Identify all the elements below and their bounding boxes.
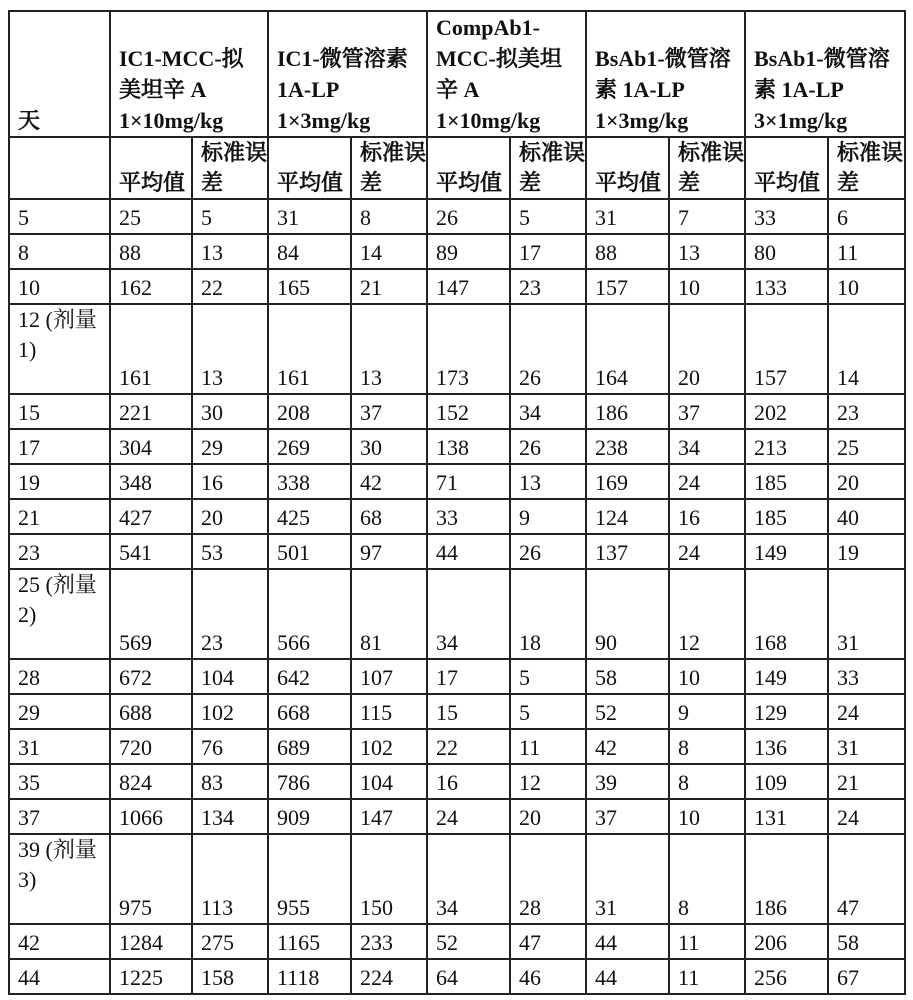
sem-header: 标准误差 xyxy=(192,137,268,199)
sem-cell: 9 xyxy=(669,694,745,729)
sem-cell: 158 xyxy=(192,959,268,994)
group-header: IC1-微管溶素 1A-LP 1×3mg/kg xyxy=(268,11,427,137)
sem-cell: 7 xyxy=(669,199,745,234)
group-header: CompAb1-MCC-拟美坦辛 A 1×10mg/kg xyxy=(427,11,586,137)
table-row xyxy=(9,569,905,659)
table-row xyxy=(9,659,905,694)
mean-cell: 541 xyxy=(110,534,192,569)
mean-cell: 689 xyxy=(268,729,351,764)
mean-cell: 169 xyxy=(586,464,669,499)
sem-cell: 134 xyxy=(192,799,268,834)
mean-cell: 165 xyxy=(268,269,351,304)
sem-cell: 8 xyxy=(669,834,745,924)
sem-header: 标准误差 xyxy=(828,137,905,199)
sem-cell: 11 xyxy=(669,924,745,959)
table-row xyxy=(9,729,905,764)
mean-cell: 186 xyxy=(586,394,669,429)
mean-cell: 955 xyxy=(268,834,351,924)
sem-cell: 58 xyxy=(828,924,905,959)
sem-cell: 83 xyxy=(192,764,268,799)
sem-cell: 37 xyxy=(351,394,427,429)
mean-cell: 909 xyxy=(268,799,351,834)
day-cell: 35 xyxy=(9,764,110,799)
sem-cell: 33 xyxy=(828,659,905,694)
mean-cell: 642 xyxy=(268,659,351,694)
sem-cell: 21 xyxy=(351,269,427,304)
sem-cell: 24 xyxy=(669,534,745,569)
table-row xyxy=(9,799,905,834)
day-cell: 37 xyxy=(9,799,110,834)
mean-cell: 58 xyxy=(586,659,669,694)
mean-cell: 1118 xyxy=(268,959,351,994)
sem-cell: 16 xyxy=(669,499,745,534)
sem-cell: 13 xyxy=(192,304,268,394)
mean-cell: 566 xyxy=(268,569,351,659)
mean-header: 平均值 xyxy=(268,137,351,199)
sem-cell: 13 xyxy=(510,464,586,499)
mean-cell: 124 xyxy=(586,499,669,534)
sem-cell: 40 xyxy=(828,499,905,534)
mean-cell: 52 xyxy=(586,694,669,729)
sem-cell: 11 xyxy=(510,729,586,764)
empty-cell xyxy=(9,137,110,199)
sem-cell: 107 xyxy=(351,659,427,694)
sem-cell: 8 xyxy=(669,764,745,799)
mean-cell: 15 xyxy=(427,694,510,729)
mean-cell: 147 xyxy=(427,269,510,304)
sem-cell: 16 xyxy=(192,464,268,499)
sem-cell: 9 xyxy=(510,499,586,534)
mean-cell: 31 xyxy=(586,199,669,234)
day-cell: 19 xyxy=(9,464,110,499)
table-row xyxy=(9,499,905,534)
sem-cell: 14 xyxy=(828,304,905,394)
sem-cell: 13 xyxy=(351,304,427,394)
sem-cell: 10 xyxy=(669,659,745,694)
mean-cell: 208 xyxy=(268,394,351,429)
sem-cell: 47 xyxy=(828,834,905,924)
mean-cell: 44 xyxy=(427,534,510,569)
sem-cell: 113 xyxy=(192,834,268,924)
mean-cell: 501 xyxy=(268,534,351,569)
sem-cell: 76 xyxy=(192,729,268,764)
mean-cell: 668 xyxy=(268,694,351,729)
mean-cell: 42 xyxy=(586,729,669,764)
table-row xyxy=(9,834,905,924)
mean-cell: 149 xyxy=(745,659,828,694)
sem-cell: 29 xyxy=(192,429,268,464)
table-row xyxy=(9,959,905,994)
mean-cell: 1066 xyxy=(110,799,192,834)
day-cell: 44 xyxy=(9,959,110,994)
mean-cell: 206 xyxy=(745,924,828,959)
sem-cell: 21 xyxy=(828,764,905,799)
sem-cell: 104 xyxy=(351,764,427,799)
mean-cell: 136 xyxy=(745,729,828,764)
sem-cell: 20 xyxy=(192,499,268,534)
sem-cell: 81 xyxy=(351,569,427,659)
day-cell: 25 (剂量2) xyxy=(9,569,110,659)
group-header: BsAb1-微管溶素 1A-LP 1×3mg/kg xyxy=(586,11,745,137)
mean-cell: 24 xyxy=(427,799,510,834)
table-row xyxy=(9,429,905,464)
mean-cell: 213 xyxy=(745,429,828,464)
sem-cell: 67 xyxy=(828,959,905,994)
mean-cell: 824 xyxy=(110,764,192,799)
sem-cell: 104 xyxy=(192,659,268,694)
sem-header: 标准误差 xyxy=(669,137,745,199)
sem-cell: 46 xyxy=(510,959,586,994)
table-row xyxy=(9,304,905,394)
mean-cell: 22 xyxy=(427,729,510,764)
sem-cell: 97 xyxy=(351,534,427,569)
sem-cell: 20 xyxy=(828,464,905,499)
day-cell: 31 xyxy=(9,729,110,764)
mean-cell: 672 xyxy=(110,659,192,694)
mean-cell: 88 xyxy=(110,234,192,269)
mean-cell: 137 xyxy=(586,534,669,569)
sem-cell: 26 xyxy=(510,534,586,569)
sem-cell: 31 xyxy=(828,729,905,764)
mean-cell: 129 xyxy=(745,694,828,729)
day-cell: 23 xyxy=(9,534,110,569)
mean-cell: 88 xyxy=(586,234,669,269)
group-header: BsAb1-微管溶素 1A-LP 3×1mg/kg xyxy=(745,11,905,137)
mean-cell: 34 xyxy=(427,834,510,924)
table-row xyxy=(9,199,905,234)
mean-cell: 168 xyxy=(745,569,828,659)
mean-cell: 26 xyxy=(427,199,510,234)
mean-cell: 186 xyxy=(745,834,828,924)
mean-cell: 39 xyxy=(586,764,669,799)
sem-cell: 10 xyxy=(828,269,905,304)
mean-cell: 34 xyxy=(427,569,510,659)
sem-cell: 14 xyxy=(351,234,427,269)
day-cell: 28 xyxy=(9,659,110,694)
sem-cell: 24 xyxy=(669,464,745,499)
sem-cell: 147 xyxy=(351,799,427,834)
mean-cell: 425 xyxy=(268,499,351,534)
mean-cell: 164 xyxy=(586,304,669,394)
mean-cell: 185 xyxy=(745,499,828,534)
sem-cell: 20 xyxy=(669,304,745,394)
mean-header: 平均值 xyxy=(586,137,669,199)
data-table xyxy=(8,10,906,995)
day-cell: 29 xyxy=(9,694,110,729)
sem-cell: 68 xyxy=(351,499,427,534)
mean-cell: 17 xyxy=(427,659,510,694)
mean-cell: 975 xyxy=(110,834,192,924)
mean-header: 平均值 xyxy=(427,137,510,199)
sem-cell: 23 xyxy=(510,269,586,304)
mean-cell: 33 xyxy=(427,499,510,534)
day-cell: 42 xyxy=(9,924,110,959)
sem-cell: 11 xyxy=(669,959,745,994)
day-cell: 10 xyxy=(9,269,110,304)
mean-cell: 44 xyxy=(586,959,669,994)
sem-cell: 12 xyxy=(510,764,586,799)
sem-cell: 28 xyxy=(510,834,586,924)
mean-header: 平均值 xyxy=(745,137,828,199)
mean-cell: 221 xyxy=(110,394,192,429)
sem-cell: 37 xyxy=(669,394,745,429)
mean-cell: 31 xyxy=(268,199,351,234)
mean-cell: 31 xyxy=(586,834,669,924)
day-cell: 39 (剂量3) xyxy=(9,834,110,924)
sem-cell: 12 xyxy=(669,569,745,659)
sem-cell: 102 xyxy=(192,694,268,729)
header-row xyxy=(9,11,905,137)
mean-cell: 1165 xyxy=(268,924,351,959)
table-row xyxy=(9,234,905,269)
mean-cell: 131 xyxy=(745,799,828,834)
mean-cell: 133 xyxy=(745,269,828,304)
sem-cell: 13 xyxy=(192,234,268,269)
mean-cell: 1225 xyxy=(110,959,192,994)
mean-cell: 138 xyxy=(427,429,510,464)
sem-cell: 5 xyxy=(510,659,586,694)
sem-cell: 8 xyxy=(351,199,427,234)
sem-cell: 19 xyxy=(828,534,905,569)
mean-cell: 109 xyxy=(745,764,828,799)
sem-cell: 47 xyxy=(510,924,586,959)
mean-cell: 152 xyxy=(427,394,510,429)
mean-cell: 304 xyxy=(110,429,192,464)
mean-cell: 84 xyxy=(268,234,351,269)
mean-cell: 269 xyxy=(268,429,351,464)
sem-cell: 10 xyxy=(669,799,745,834)
sem-cell: 25 xyxy=(828,429,905,464)
mean-header: 平均值 xyxy=(110,137,192,199)
sem-cell: 11 xyxy=(828,234,905,269)
day-cell: 8 xyxy=(9,234,110,269)
mean-cell: 162 xyxy=(110,269,192,304)
mean-cell: 25 xyxy=(110,199,192,234)
sem-cell: 13 xyxy=(669,234,745,269)
day-cell: 5 xyxy=(9,199,110,234)
day-header: 天 xyxy=(9,11,110,137)
mean-cell: 157 xyxy=(745,304,828,394)
table-row xyxy=(9,394,905,429)
table-row xyxy=(9,764,905,799)
mean-cell: 1284 xyxy=(110,924,192,959)
day-cell: 15 xyxy=(9,394,110,429)
mean-cell: 44 xyxy=(586,924,669,959)
mean-cell: 37 xyxy=(586,799,669,834)
sem-cell: 34 xyxy=(669,429,745,464)
sem-cell: 224 xyxy=(351,959,427,994)
sem-cell: 5 xyxy=(510,694,586,729)
sem-cell: 26 xyxy=(510,304,586,394)
sem-cell: 5 xyxy=(510,199,586,234)
mean-cell: 157 xyxy=(586,269,669,304)
subheader-row xyxy=(9,137,905,199)
mean-cell: 688 xyxy=(110,694,192,729)
sem-cell: 31 xyxy=(828,569,905,659)
sem-cell: 23 xyxy=(192,569,268,659)
day-cell: 21 xyxy=(9,499,110,534)
sem-cell: 23 xyxy=(828,394,905,429)
sem-cell: 275 xyxy=(192,924,268,959)
mean-cell: 427 xyxy=(110,499,192,534)
mean-cell: 89 xyxy=(427,234,510,269)
table-row xyxy=(9,924,905,959)
mean-cell: 149 xyxy=(745,534,828,569)
sem-cell: 8 xyxy=(669,729,745,764)
mean-cell: 173 xyxy=(427,304,510,394)
mean-cell: 161 xyxy=(110,304,192,394)
sem-header: 标准误差 xyxy=(510,137,586,199)
sem-cell: 102 xyxy=(351,729,427,764)
day-cell: 12 (剂量1) xyxy=(9,304,110,394)
mean-cell: 33 xyxy=(745,199,828,234)
mean-cell: 80 xyxy=(745,234,828,269)
sem-cell: 34 xyxy=(510,394,586,429)
table-row xyxy=(9,694,905,729)
mean-cell: 161 xyxy=(268,304,351,394)
table-row xyxy=(9,534,905,569)
mean-cell: 64 xyxy=(427,959,510,994)
sem-cell: 30 xyxy=(351,429,427,464)
sem-cell: 26 xyxy=(510,429,586,464)
mean-cell: 185 xyxy=(745,464,828,499)
mean-cell: 348 xyxy=(110,464,192,499)
mean-cell: 256 xyxy=(745,959,828,994)
sem-cell: 42 xyxy=(351,464,427,499)
mean-cell: 238 xyxy=(586,429,669,464)
mean-cell: 16 xyxy=(427,764,510,799)
sem-cell: 5 xyxy=(192,199,268,234)
mean-cell: 786 xyxy=(268,764,351,799)
mean-cell: 569 xyxy=(110,569,192,659)
mean-cell: 338 xyxy=(268,464,351,499)
sem-cell: 53 xyxy=(192,534,268,569)
sem-cell: 24 xyxy=(828,694,905,729)
group-header: IC1-MCC-拟美坦辛 A 1×10mg/kg xyxy=(110,11,268,137)
sem-cell: 17 xyxy=(510,234,586,269)
mean-cell: 71 xyxy=(427,464,510,499)
sem-cell: 24 xyxy=(828,799,905,834)
day-cell: 17 xyxy=(9,429,110,464)
sem-cell: 233 xyxy=(351,924,427,959)
sem-cell: 115 xyxy=(351,694,427,729)
sem-cell: 20 xyxy=(510,799,586,834)
mean-cell: 90 xyxy=(586,569,669,659)
sem-cell: 6 xyxy=(828,199,905,234)
sem-cell: 10 xyxy=(669,269,745,304)
mean-cell: 202 xyxy=(745,394,828,429)
sem-cell: 22 xyxy=(192,269,268,304)
sem-cell: 30 xyxy=(192,394,268,429)
mean-cell: 720 xyxy=(110,729,192,764)
table-row xyxy=(9,269,905,304)
table-row xyxy=(9,464,905,499)
mean-cell: 52 xyxy=(427,924,510,959)
sem-cell: 150 xyxy=(351,834,427,924)
sem-header: 标准误差 xyxy=(351,137,427,199)
sem-cell: 18 xyxy=(510,569,586,659)
